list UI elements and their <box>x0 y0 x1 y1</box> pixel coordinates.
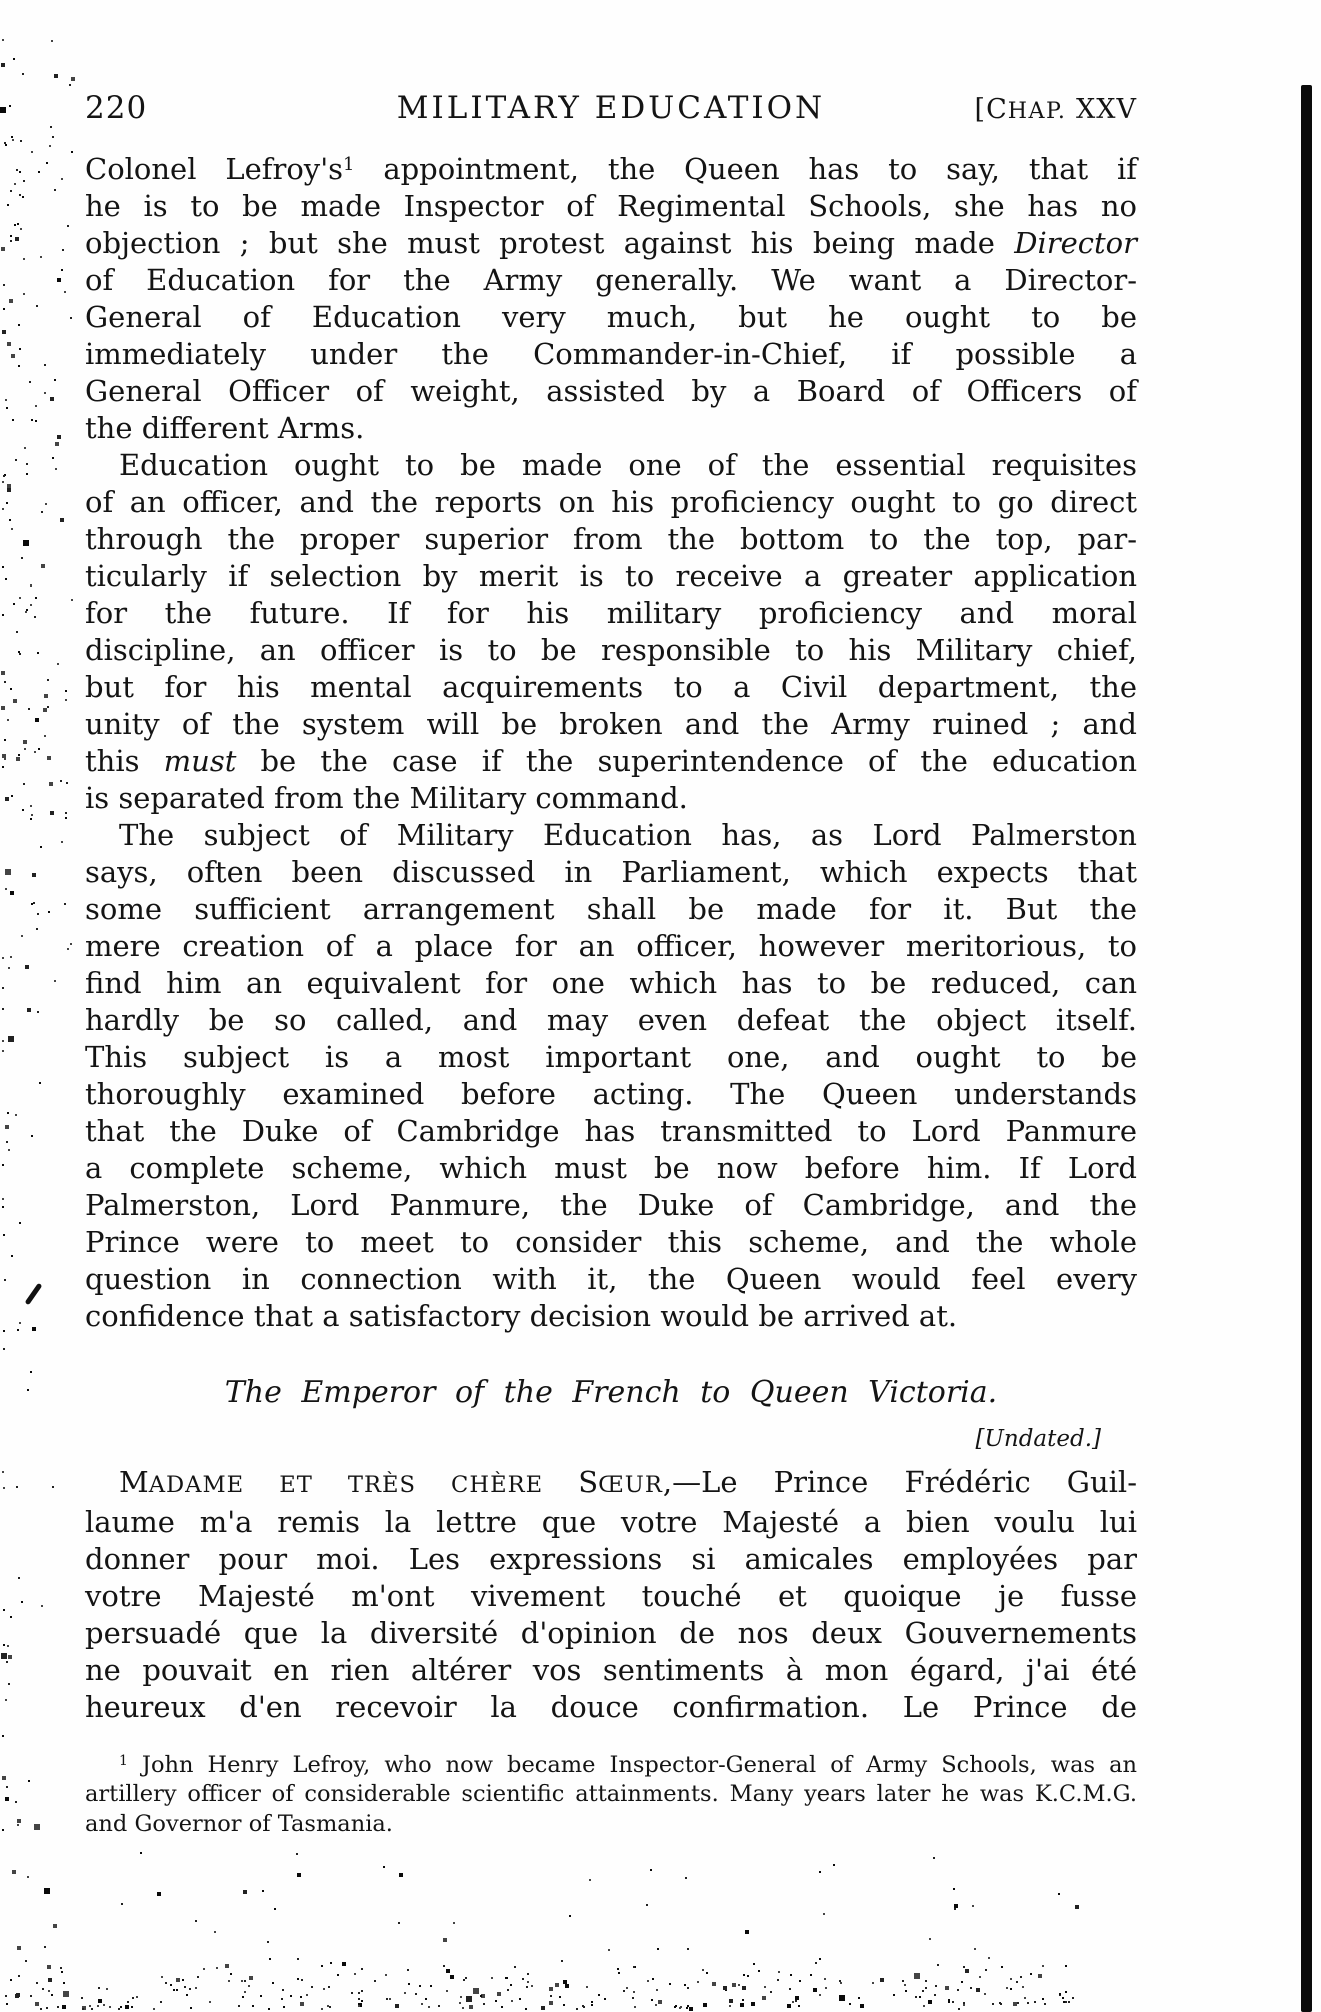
text-line <box>85 632 1137 669</box>
text-line <box>85 1578 1137 1615</box>
text-line <box>85 595 1137 632</box>
text-line <box>85 1504 1137 1541</box>
text-segment: he is to be made Inspector of Regimental Schools, she has no <box>85 188 1137 223</box>
page-number: 220 <box>85 90 148 126</box>
text-segment: a complete scheme, which must be now before him. If Lord <box>85 1150 1137 1185</box>
scan-noise-scatter <box>0 0 2 2</box>
text-line <box>85 1464 1137 1504</box>
scan-edge-bar-top <box>1304 85 1309 345</box>
text-line <box>85 1652 1137 1689</box>
text-line <box>85 1747 1137 1780</box>
running-title: MILITARY EDUCATION <box>396 90 826 126</box>
text-segment: artillery officer of considerable scientific attainments. Many years later he was K.C.M.G. <box>85 1781 1137 1808</box>
text-segment: The subject of Military Education has, as Lord Palmerston <box>119 817 1137 852</box>
text-segment: S <box>578 1465 599 1499</box>
letter-body <box>85 1464 1137 1726</box>
text-line <box>85 965 1137 1002</box>
text-segment: for the future. If for his military proficiency and moral <box>85 595 1137 630</box>
paragraph <box>85 817 1137 1335</box>
text-segment: says, often been discussed in Parliament, which expects that <box>85 854 1137 889</box>
text-line <box>85 1113 1137 1150</box>
footnote <box>85 1747 1137 1839</box>
paragraph <box>85 1464 1137 1726</box>
text-segment: M <box>119 1465 149 1499</box>
text-segment: thoroughly examined before acting. The Queen understands <box>85 1076 1137 1111</box>
text-segment: General Officer of weight, assisted by a Board of Officers of <box>85 373 1137 408</box>
text-segment: Director <box>1014 225 1137 260</box>
text-segment: ADAME ET TRÈS CHÈRE <box>148 1472 579 1498</box>
text-segment: John Henry Lefroy, who now became Inspector-General of Army Schools, was an <box>127 1751 1137 1778</box>
text-segment: persuadé que la diversité d'opinion de nos deux Gouvernements <box>85 1616 1137 1650</box>
text-line <box>85 225 1137 262</box>
superscript-marker: 1 <box>343 154 355 175</box>
text-segment: ,—Le Prince Frédéric Guil- <box>662 1465 1137 1499</box>
pen-mark <box>25 1283 43 1306</box>
text-segment: hardly be so called, and may even defeat the object itself. <box>85 1002 1137 1037</box>
text-segment: be the case if the superintendence of the education <box>236 743 1137 778</box>
paragraph <box>85 447 1137 817</box>
letter-heading: The Emperor of the French to Queen Victoria. <box>224 1375 998 1410</box>
text-segment: Education ought to be made one of the essential requisites <box>119 447 1137 482</box>
text-segment: donner pour moi. Les expressions si amicales employées par <box>85 1542 1137 1576</box>
text-line <box>85 336 1137 373</box>
text-segment: of Education for the Army generally. We want a Director- <box>85 262 1137 297</box>
text-segment: This subject is a most important one, and ought to be <box>85 1039 1137 1074</box>
text-segment: this <box>85 743 164 778</box>
text-line <box>85 1039 1137 1076</box>
text-line <box>85 146 1137 188</box>
text-line <box>85 1187 1137 1224</box>
paragraph <box>85 146 1137 447</box>
text-segment: that the Duke of Cambridge has transmitted to Lord Panmure <box>85 1113 1137 1148</box>
text-line <box>85 1076 1137 1113</box>
text-segment: objection ; but she must protest against his being made <box>85 225 1015 260</box>
scan-edge-bar <box>1301 85 1312 2012</box>
text-line <box>85 1224 1137 1261</box>
text-segment: ne pouvait en rien altérer vos sentiments à mon égard, j'ai été <box>85 1653 1137 1687</box>
text-line <box>85 743 1137 780</box>
text-line <box>85 1780 1137 1810</box>
text-line <box>85 373 1137 410</box>
text-line <box>85 1615 1137 1652</box>
text-line <box>85 854 1137 891</box>
text-segment: find him an equivalent for one which has to be reduced, can <box>85 965 1137 1000</box>
text-line <box>85 669 1137 706</box>
text-segment: must <box>163 743 237 778</box>
text-segment: confidence that a satisfactory decision would be arrived at. <box>85 1298 958 1333</box>
text-line <box>85 1541 1137 1578</box>
text-segment: Colonel Lefroy's <box>85 151 344 186</box>
text-line <box>85 521 1137 558</box>
text-line <box>85 1261 1137 1298</box>
letter-dateline: [Undated.] <box>975 1426 1101 1452</box>
body-text <box>85 146 1137 1335</box>
text-segment: laume m'a remis la lettre que votre Majesté a bien voulu lui <box>85 1505 1137 1539</box>
text-segment: ticularly if selection by merit is to receive a greater application <box>85 558 1137 593</box>
text-segment: through the proper superior from the bottom to the top, par- <box>85 521 1137 556</box>
text-segment: votre Majesté m'ont vivement touché et quoique je fusse <box>85 1579 1137 1613</box>
text-segment: some sufficient arrangement shall be made for it. But the <box>85 891 1137 926</box>
text-segment: immediately under the Commander-in-Chief, if possible a <box>85 336 1137 371</box>
text-line <box>85 891 1137 928</box>
text-line <box>85 817 1137 854</box>
text-segment: is separated from the Military command. <box>85 780 688 815</box>
text-line <box>85 188 1137 225</box>
text-line <box>85 706 1137 743</box>
text-segment: ŒUR <box>598 1472 663 1498</box>
text-line <box>85 558 1137 595</box>
text-line <box>85 484 1137 521</box>
page-header <box>85 90 1137 126</box>
text-segment: but for his mental acquirements to a Civil department, the <box>85 669 1137 704</box>
text-line <box>85 1150 1137 1187</box>
chapter-abbrev: HAP. <box>1007 98 1067 124</box>
text-segment: and Governor of Tasmania. <box>85 1810 393 1837</box>
text-line <box>85 780 1137 817</box>
text-line <box>85 1689 1137 1726</box>
text-line <box>85 928 1137 965</box>
chapter-bracket: [C <box>974 94 1008 125</box>
text-segment: heureux d'en recevoir la douce confirmation. Le Prince de <box>85 1690 1137 1724</box>
chapter-number: XXV <box>1066 94 1137 125</box>
text-segment: question in connection with it, the Queen would feel every <box>85 1261 1137 1296</box>
text-line <box>85 410 1137 447</box>
text-segment: discipline, an officer is to be responsible to his Military chief, <box>85 632 1137 667</box>
text-line <box>85 262 1137 299</box>
text-line <box>85 1298 1137 1335</box>
text-line <box>85 447 1137 484</box>
text-line <box>85 1810 1137 1840</box>
text-segment: the different Arms. <box>85 410 365 445</box>
superscript-marker: 1 <box>119 1753 128 1769</box>
text-segment: of an officer, and the reports on his proficiency ought to go direct <box>85 484 1137 519</box>
text-segment: General of Education very much, but he ought to be <box>85 299 1137 334</box>
text-segment: Prince were to meet to consider this scheme, and the whole <box>85 1224 1137 1259</box>
chapter-label <box>975 94 1137 125</box>
text-segment: unity of the system will be broken and the Army ruined ; and <box>85 706 1137 741</box>
text-segment: mere creation of a place for an officer, however meritorious, to <box>85 928 1137 963</box>
text-line <box>85 1002 1137 1039</box>
paragraph <box>85 1747 1137 1839</box>
text-line <box>85 299 1137 336</box>
text-segment: Palmerston, Lord Panmure, the Duke of Cambridge, and the <box>85 1187 1137 1222</box>
text-segment: appointment, the Queen has to say, that if <box>354 151 1137 186</box>
